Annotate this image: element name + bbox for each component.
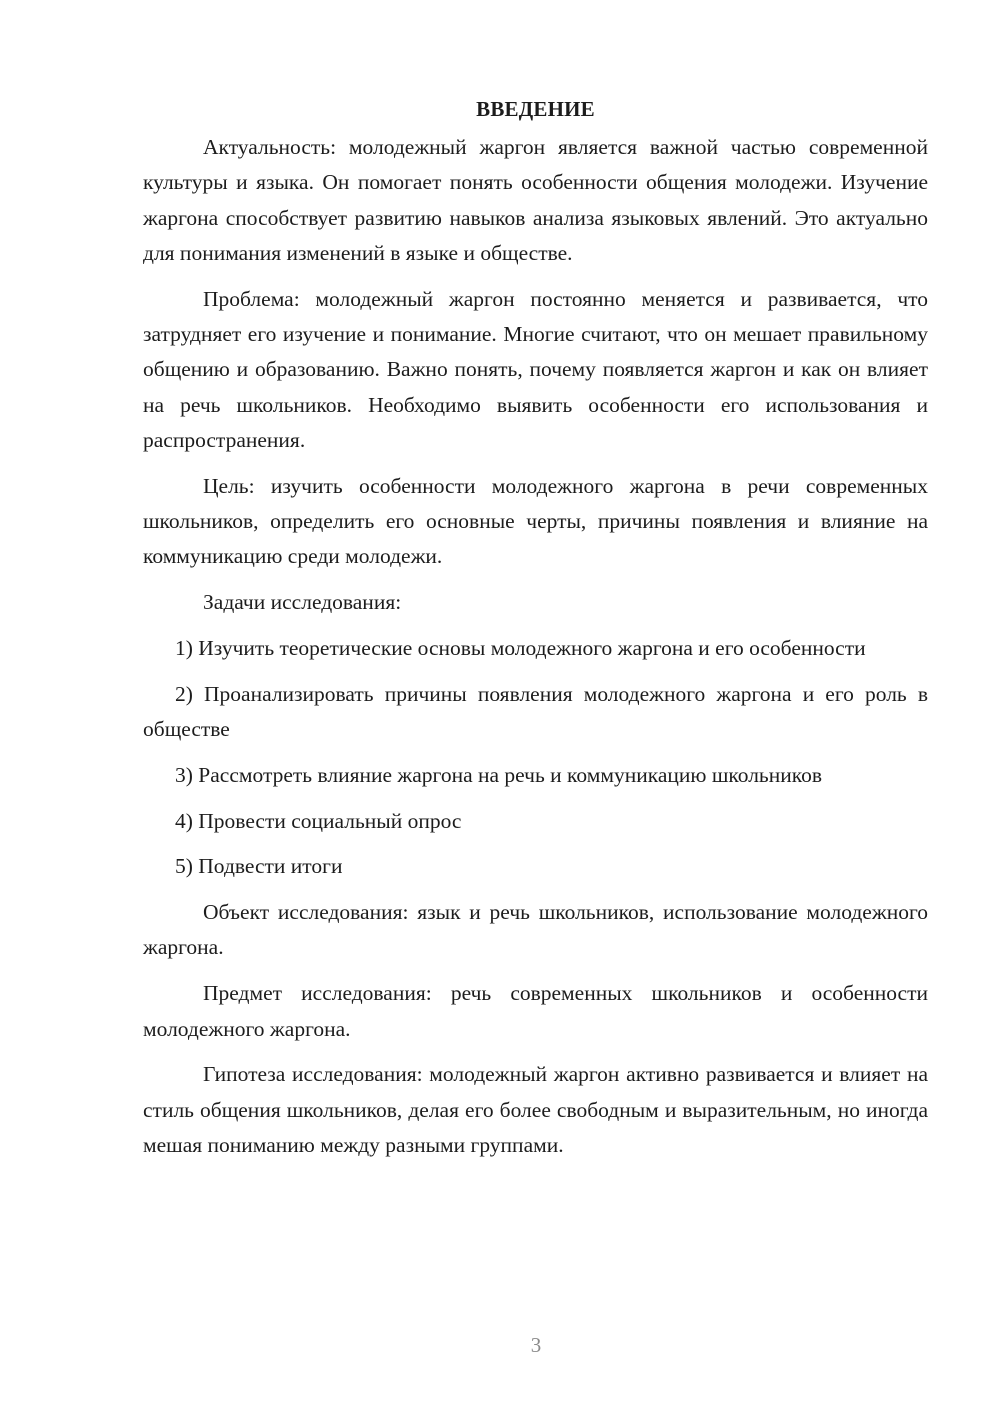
paragraph-relevance: Актуальность: молодежный жаргон является важной частью современной культуры и языка. Он помогает понять особенности общения молодежи. Изучение жаргона способствует развитию навыков анализа языковых явлений. Это актуально для понимания изменений в языке и обществе.	[143, 135, 928, 265]
paragraph-subject: Предмет исследования: речь современных школьников и особенности молодежного жаргона.	[143, 981, 928, 1041]
paragraph-hypothesis: Гипотеза исследования: молодежный жаргон активно развивается и влияет на стиль общения школьников, делая его более свободным и выразительным, но иногда мешая пониманию между разными группами.	[143, 1062, 928, 1157]
task-item-4: 4) Провести социальный опрос	[175, 808, 462, 833]
section-title: ВВЕДЕНИЕ	[476, 97, 595, 121]
paragraph-object: Объект исследования: язык и речь школьников, использование молодежного жаргона.	[143, 900, 928, 960]
paragraph-tasks-heading: Задачи исследования:	[203, 590, 402, 615]
paragraph-problem: Проблема: молодежный жаргон постоянно меняется и развивается, что затрудняет его изучение и понимание. Многие считают, что он мешает правильному общению и образованию. Важно понять, почему появляется жаргон и как он влияет на речь школьников. Необходимо выявить особенности его использования и распространения.	[143, 286, 928, 452]
paragraph-goal: Цель: изучить особенности молодежного жаргона в речи современных школьников, определить его основные черты, причины появления и влияние на коммуникацию среди молодежи.	[143, 473, 928, 569]
task-item-5: 5) Подвести итоги	[175, 854, 343, 879]
task-item-1: 1) Изучить теоретические основы молодежного жаргона и его особенности	[175, 635, 866, 660]
document-page	[143, 92, 928, 1174]
task-item-3: 3) Рассмотреть влияние жаргона на речь и коммуникацию школьников	[175, 762, 823, 787]
task-item-2: 2) Проанализировать причины появления молодежного жаргона и его роль в обществе	[143, 681, 928, 741]
page-number: 3	[530, 1333, 542, 1357]
